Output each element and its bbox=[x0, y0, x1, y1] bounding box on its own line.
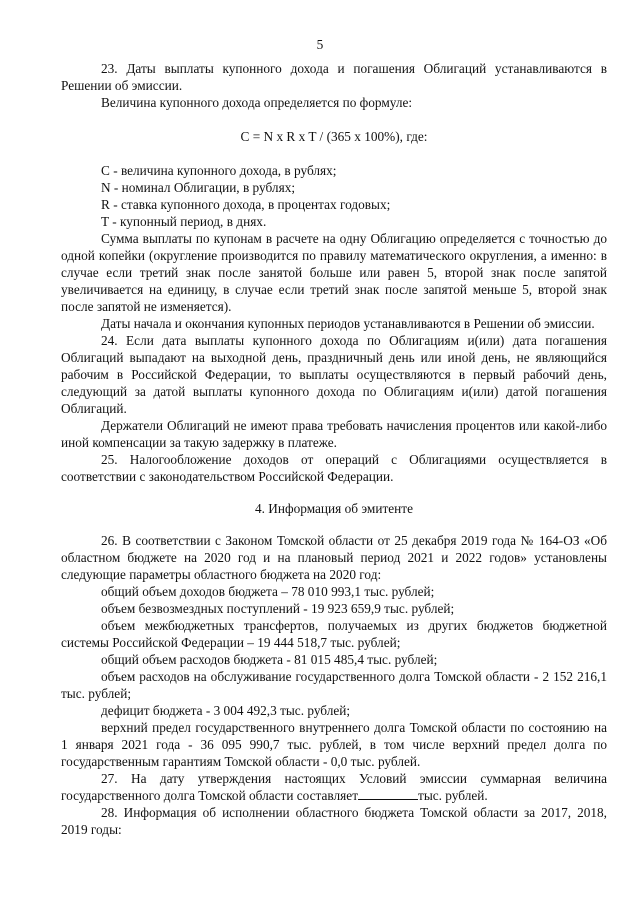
section-heading: 4. Информация об эмитенте bbox=[254, 501, 414, 516]
formula-definition: T - купонный период, в днях. bbox=[101, 214, 267, 229]
budget-item: верхний предел государственного внутреннего долга Томской области по состоянию на 1 января 2021 года - 36 095 990,7 тыс. рублей, в том числе верхний предел долга по государственным гарантиям Томской области - 0,0 тыс. рублей. bbox=[61, 720, 607, 769]
holders-clause: Держатели Облигаций не имеют права требовать начисления процентов или какой-либо иной компенсации за такую задержку в платеже. bbox=[61, 418, 607, 450]
rounding-rule: Сумма выплаты по купонам в расчете на одну Облигацию определяется с точностью до одной копейки (округление производится по правилу математического округления, а именно: в случае если третий знак после занятой больше или равен 5, второй знак после запятой увеличивается на единицу, в случае если третий знак после запятой меньше 5, второй знак после запятой не изменяется). bbox=[61, 231, 607, 314]
formula-definition: C - величина купонного дохода, в рублях; bbox=[101, 163, 337, 178]
paragraph-26: 26. В соответствии с Законом Томской области от 25 декабря 2019 года № 164-ОЗ «Об областном бюджете на 2020 год и на плановый период 2021 и 2022 годов» установлены следующие параметры областного бюджета на 2020 год: bbox=[61, 533, 607, 582]
paragraph-24: 24. Если дата выплаты купонного дохода по Облигациям и(или) дата погашения Облигаций выпадают на выходной день, праздничный день или иной день, не являющийся рабочим в Российской Федерации, то выплаты осуществляются в первый рабочий день, следующий за датой выплаты купонного дохода по Облигациям и(или) датой погашения Облигаций. bbox=[61, 333, 607, 416]
paragraph-27-text: 27. На дату утверждения настоящих Условий эмиссии суммарная величина государственного долга Томской области составляет bbox=[61, 771, 607, 803]
debt-amount-blank bbox=[358, 799, 418, 800]
budget-item: объем расходов на обслуживание государственного долга Томской области - 2 152 216,1 тыс. рублей; bbox=[61, 669, 607, 701]
formula-definition: R - ставка купонного дохода, в процентах годовых; bbox=[101, 197, 391, 212]
budget-item: объем безвозмездных поступлений - 19 923 659,9 тыс. рублей; bbox=[101, 601, 455, 616]
coupon-formula: C = N x R x T / (365 x 100%), где: bbox=[240, 129, 428, 144]
paragraph-25: 25. Налогообложение доходов от операций с Облигациями осуществляется в соответствии с законодательством Российской Федерации. bbox=[61, 452, 607, 484]
budget-item: дефицит бюджета - 3 004 492,3 тыс. рублей; bbox=[101, 703, 351, 718]
budget-item: общий объем доходов бюджета – 78 010 993,1 тыс. рублей; bbox=[101, 584, 435, 599]
paragraph-28: 28. Информация об исполнении областного бюджета Томской области за 2017, 2018, 2019 годы: bbox=[61, 805, 607, 837]
page-content bbox=[61, 60, 607, 838]
budget-item: общий объем расходов бюджета - 81 015 485,4 тыс. рублей; bbox=[101, 652, 438, 667]
budget-item: объем межбюджетных трансфертов, получаемых из других бюджетов бюджетной системы Российской Федерации – 19 444 518,7 тыс. рублей; bbox=[61, 618, 607, 650]
formula-definition: N - номинал Облигации, в рублях; bbox=[101, 180, 296, 195]
page-number: 5 bbox=[316, 37, 324, 52]
paragraph-27-suffix: тыс. рублей. bbox=[418, 788, 488, 803]
paragraph-23: 23. Даты выплаты купонного дохода и погашения Облигаций устанавливаются в Решении об эмиссии. bbox=[61, 61, 607, 93]
paragraph-27 bbox=[61, 770, 607, 804]
formula-intro: Величина купонного дохода определяется по формуле: bbox=[101, 95, 413, 110]
coupon-periods: Даты начала и окончания купонных периодов устанавливаются в Решении об эмиссии. bbox=[101, 316, 595, 331]
